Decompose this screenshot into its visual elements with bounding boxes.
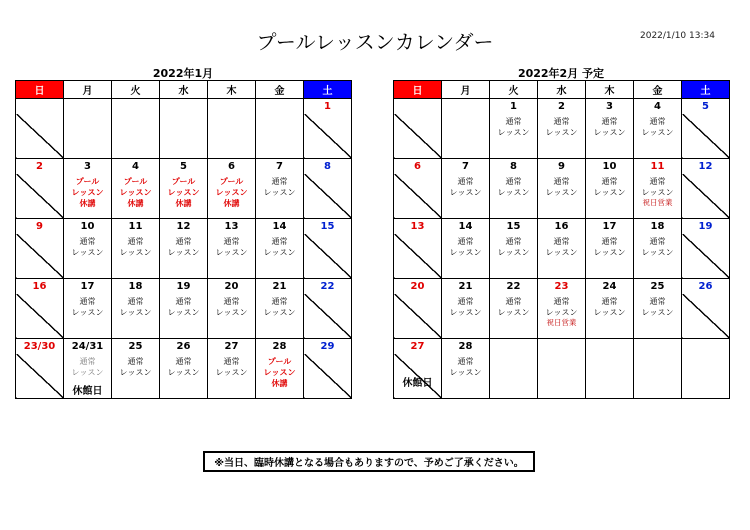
day-cell-closed xyxy=(16,174,64,219)
date: 5 xyxy=(160,159,208,175)
regular-lesson: 通常 レッスン xyxy=(215,357,248,377)
regular-lesson: 通常 レッスン xyxy=(449,177,482,197)
timestamp: 2022/1/10 13:34 xyxy=(640,31,715,41)
regular-lesson: 通常 レッスン xyxy=(545,117,578,137)
regular-lesson: 通常 レッスン xyxy=(449,237,482,257)
day-cell xyxy=(160,114,208,159)
regular-lesson: 通常 レッスン xyxy=(215,237,248,257)
pool-lesson-cancelled: プール レッスン 休講 xyxy=(71,177,104,208)
week-dates xyxy=(16,159,352,175)
regular-lesson: 通常 レッスン xyxy=(263,177,296,197)
day-cell xyxy=(586,114,634,159)
regular-lesson: 通常 レッスン xyxy=(545,237,578,257)
day-cell xyxy=(112,294,160,339)
day-cell xyxy=(256,114,304,159)
date: 21 xyxy=(256,279,304,295)
week-dates xyxy=(16,279,352,295)
regular-lesson: 通常 レッスン xyxy=(71,297,104,317)
day-cell-closed xyxy=(394,234,442,279)
date xyxy=(394,99,442,115)
holiday-open-label: 祝日営業 xyxy=(642,198,673,207)
day-cell xyxy=(64,234,112,279)
day-cell-closed xyxy=(394,354,442,399)
day-cell xyxy=(112,354,160,399)
week-content xyxy=(394,234,730,279)
day-cell xyxy=(160,354,208,399)
day-cell xyxy=(112,174,160,219)
date-saturday: 19 xyxy=(682,219,730,235)
day-cell-closed xyxy=(394,114,442,159)
date: 26 xyxy=(160,339,208,355)
regular-lesson: 通常 レッスン xyxy=(593,177,626,197)
january-caption: 2022年1月 xyxy=(152,67,214,80)
date: 25 xyxy=(634,279,682,295)
weekday-fri: 金 xyxy=(256,81,304,99)
date: 20 xyxy=(208,279,256,295)
date xyxy=(64,99,112,115)
date: 22 xyxy=(490,279,538,295)
date-saturday: 8 xyxy=(304,159,352,175)
date: 14 xyxy=(256,219,304,235)
date-sunday: 9 xyxy=(16,219,64,235)
date: 8 xyxy=(490,159,538,175)
date: 27 xyxy=(208,339,256,355)
weekday-header xyxy=(16,81,352,99)
date xyxy=(442,99,490,115)
date: 7 xyxy=(256,159,304,175)
day-cell xyxy=(586,234,634,279)
day-cell xyxy=(160,294,208,339)
february-caption: 2022年2月 予定 xyxy=(517,67,605,80)
day-cell xyxy=(538,234,586,279)
day-cell xyxy=(490,114,538,159)
regular-lesson: 通常 レッスン xyxy=(263,237,296,257)
date xyxy=(16,99,64,115)
february-calendar xyxy=(393,80,730,399)
day-cell-closed xyxy=(304,294,352,339)
date: 6 xyxy=(208,159,256,175)
pool-lesson-cancelled: プール レッスン 休講 xyxy=(119,177,152,208)
date: 16 xyxy=(538,219,586,235)
day-cell xyxy=(490,174,538,219)
date: 10 xyxy=(586,159,634,175)
date xyxy=(160,99,208,115)
date xyxy=(634,339,682,355)
date: 17 xyxy=(586,219,634,235)
date xyxy=(538,339,586,355)
week-content xyxy=(394,354,730,399)
week-content xyxy=(16,234,352,279)
day-cell xyxy=(208,294,256,339)
week-dates xyxy=(394,219,730,235)
weekday-thu: 木 xyxy=(208,81,256,99)
day-cell xyxy=(64,174,112,219)
day-cell xyxy=(160,234,208,279)
date: 3 xyxy=(586,99,634,115)
closed-day-label: 休館日 xyxy=(402,378,433,389)
day-cell xyxy=(208,114,256,159)
day-cell xyxy=(538,354,586,399)
page-title: プールレッスンカレンダー xyxy=(256,30,494,54)
regular-lesson: 通常 レッスン xyxy=(641,237,674,257)
regular-lesson: 通常 レッスン xyxy=(593,237,626,257)
date: 24 xyxy=(586,279,634,295)
day-cell-closed xyxy=(304,354,352,399)
date xyxy=(586,339,634,355)
day-cell xyxy=(490,294,538,339)
day-cell-closed xyxy=(394,174,442,219)
regular-lesson: 通常 レッスン xyxy=(167,237,200,257)
date: 25 xyxy=(112,339,160,355)
week-dates xyxy=(394,279,730,295)
weekday-mon: 月 xyxy=(64,81,112,99)
weekday-sat: 土 xyxy=(682,81,730,99)
date xyxy=(490,339,538,355)
week-content xyxy=(16,354,352,399)
date: 28 xyxy=(256,339,304,355)
regular-lesson: 通常 レッスン xyxy=(545,177,578,197)
date: 18 xyxy=(634,219,682,235)
date: 19 xyxy=(160,279,208,295)
day-cell-closed xyxy=(16,234,64,279)
regular-lesson: 通常 レッスン xyxy=(71,237,104,257)
date: 24/31 xyxy=(64,339,112,355)
day-cell xyxy=(112,234,160,279)
regular-lesson: 通常 レッスン xyxy=(215,297,248,317)
date-sunday: 16 xyxy=(16,279,64,295)
day-cell-closed xyxy=(16,354,64,399)
week-dates xyxy=(394,159,730,175)
date-saturday: 29 xyxy=(304,339,352,355)
day-cell xyxy=(256,234,304,279)
date-sunday: 2 xyxy=(16,159,64,175)
regular-lesson: 通常 レッスン xyxy=(449,357,482,377)
week-content xyxy=(394,174,730,219)
date: 12 xyxy=(160,219,208,235)
closed-day-label: 休館日 xyxy=(72,386,103,397)
pool-lesson-cancelled: プール レッスン 休講 xyxy=(167,177,200,208)
day-cell xyxy=(586,354,634,399)
notice-box xyxy=(203,451,535,472)
date xyxy=(208,99,256,115)
day-cell xyxy=(442,294,490,339)
regular-lesson-faded: 通常 レッスン xyxy=(71,357,104,377)
day-cell-closed xyxy=(394,294,442,339)
regular-lesson: 通常 レッスン xyxy=(119,237,152,257)
day-cell xyxy=(634,174,682,219)
date-holiday: 23 xyxy=(538,279,586,295)
day-cell xyxy=(634,354,682,399)
regular-lesson: 通常 レッスン xyxy=(119,297,152,317)
weekday-tue: 火 xyxy=(112,81,160,99)
date-sunday: 20 xyxy=(394,279,442,295)
weekday-sun: 日 xyxy=(394,81,442,99)
day-cell-closed xyxy=(16,294,64,339)
date: 28 xyxy=(442,339,490,355)
day-cell xyxy=(538,294,586,339)
regular-lesson: 通常 レッスン xyxy=(641,117,674,137)
date: 2 xyxy=(538,99,586,115)
regular-lesson: 通常 レッスン xyxy=(497,237,530,257)
weekday-thu: 木 xyxy=(586,81,634,99)
date: 10 xyxy=(64,219,112,235)
holiday-open-label: 祝日営業 xyxy=(546,318,577,327)
date: 13 xyxy=(208,219,256,235)
week-dates xyxy=(394,99,730,115)
date: 1 xyxy=(490,99,538,115)
day-cell xyxy=(442,174,490,219)
regular-lesson: 通常 レッスン xyxy=(263,297,296,317)
day-cell xyxy=(442,354,490,399)
day-cell xyxy=(256,354,304,399)
date-saturday: 12 xyxy=(682,159,730,175)
date: 11 xyxy=(112,219,160,235)
date-holiday: 11 xyxy=(634,159,682,175)
day-cell xyxy=(64,114,112,159)
weekday-sat: 土 xyxy=(304,81,352,99)
notice-text: ※当日、臨時休講となる場合もありますので、予めご了承ください。 xyxy=(214,458,524,469)
day-cell-closed xyxy=(304,174,352,219)
regular-lesson: 通常 レッスン xyxy=(119,357,152,377)
day-cell xyxy=(586,174,634,219)
day-cell xyxy=(682,354,730,399)
week-content xyxy=(16,114,352,159)
date: 4 xyxy=(112,159,160,175)
date: 7 xyxy=(442,159,490,175)
day-cell-closed xyxy=(682,234,730,279)
weekday-tue: 火 xyxy=(490,81,538,99)
day-cell xyxy=(112,114,160,159)
day-cell xyxy=(256,294,304,339)
day-cell xyxy=(442,234,490,279)
date-saturday: 26 xyxy=(682,279,730,295)
regular-lesson: 通常 レッスン xyxy=(593,117,626,137)
day-cell xyxy=(490,354,538,399)
date-sunday: 13 xyxy=(394,219,442,235)
day-cell xyxy=(64,294,112,339)
date xyxy=(256,99,304,115)
date-saturday: 22 xyxy=(304,279,352,295)
day-cell xyxy=(490,234,538,279)
week-content xyxy=(16,174,352,219)
day-cell xyxy=(442,114,490,159)
date xyxy=(112,99,160,115)
week-dates xyxy=(16,99,352,115)
date-saturday: 1 xyxy=(304,99,352,115)
week-content xyxy=(394,294,730,339)
date: 9 xyxy=(538,159,586,175)
weekday-mon: 月 xyxy=(442,81,490,99)
date: 18 xyxy=(112,279,160,295)
day-cell xyxy=(538,114,586,159)
regular-lesson: 通常 レッスン xyxy=(497,297,530,317)
pool-lesson-cancelled: プール レッスン 休講 xyxy=(215,177,248,208)
weekday-header xyxy=(394,81,730,99)
date: 3 xyxy=(64,159,112,175)
date: 15 xyxy=(490,219,538,235)
day-cell-closed xyxy=(682,114,730,159)
day-cell-closed xyxy=(682,174,730,219)
regular-lesson: 通常 レッスン xyxy=(593,297,626,317)
week-content xyxy=(16,294,352,339)
regular-lesson: 通常 レッスン xyxy=(545,297,578,317)
day-cell xyxy=(208,234,256,279)
day-cell xyxy=(586,294,634,339)
date: 17 xyxy=(64,279,112,295)
regular-lesson: 通常 レッスン xyxy=(641,297,674,317)
regular-lesson: 通常 レッスン xyxy=(167,297,200,317)
regular-lesson: 通常 レッスン xyxy=(497,117,530,137)
date-sunday: 27 xyxy=(394,339,442,355)
date: 14 xyxy=(442,219,490,235)
day-cell-closed xyxy=(304,114,352,159)
regular-lesson: 通常 レッスン xyxy=(449,297,482,317)
week-dates xyxy=(16,219,352,235)
day-cell xyxy=(160,174,208,219)
date-sunday: 23/30 xyxy=(16,339,64,355)
day-cell-closed xyxy=(304,234,352,279)
weekday-sun: 日 xyxy=(16,81,64,99)
day-cell xyxy=(208,354,256,399)
pool-lesson-cancelled: プール レッスン 休講 xyxy=(263,357,296,388)
day-cell xyxy=(634,114,682,159)
day-cell xyxy=(634,234,682,279)
january-calendar xyxy=(15,80,352,399)
weekday-wed: 水 xyxy=(538,81,586,99)
weekday-fri: 金 xyxy=(634,81,682,99)
day-cell xyxy=(634,294,682,339)
date: 4 xyxy=(634,99,682,115)
date-saturday: 15 xyxy=(304,219,352,235)
date-saturday: 5 xyxy=(682,99,730,115)
day-cell xyxy=(16,114,64,159)
day-cell-closed xyxy=(682,294,730,339)
day-cell xyxy=(64,354,112,399)
date-sunday: 6 xyxy=(394,159,442,175)
day-cell xyxy=(256,174,304,219)
date: 21 xyxy=(442,279,490,295)
regular-lesson: 通常 レッスン xyxy=(167,357,200,377)
week-dates xyxy=(16,339,352,355)
day-cell xyxy=(208,174,256,219)
regular-lesson: 通常 レッスン xyxy=(641,177,674,197)
week-dates xyxy=(394,339,730,355)
regular-lesson: 通常 レッスン xyxy=(497,177,530,197)
weekday-wed: 水 xyxy=(160,81,208,99)
day-cell xyxy=(538,174,586,219)
date xyxy=(682,339,730,355)
week-content xyxy=(394,114,730,159)
